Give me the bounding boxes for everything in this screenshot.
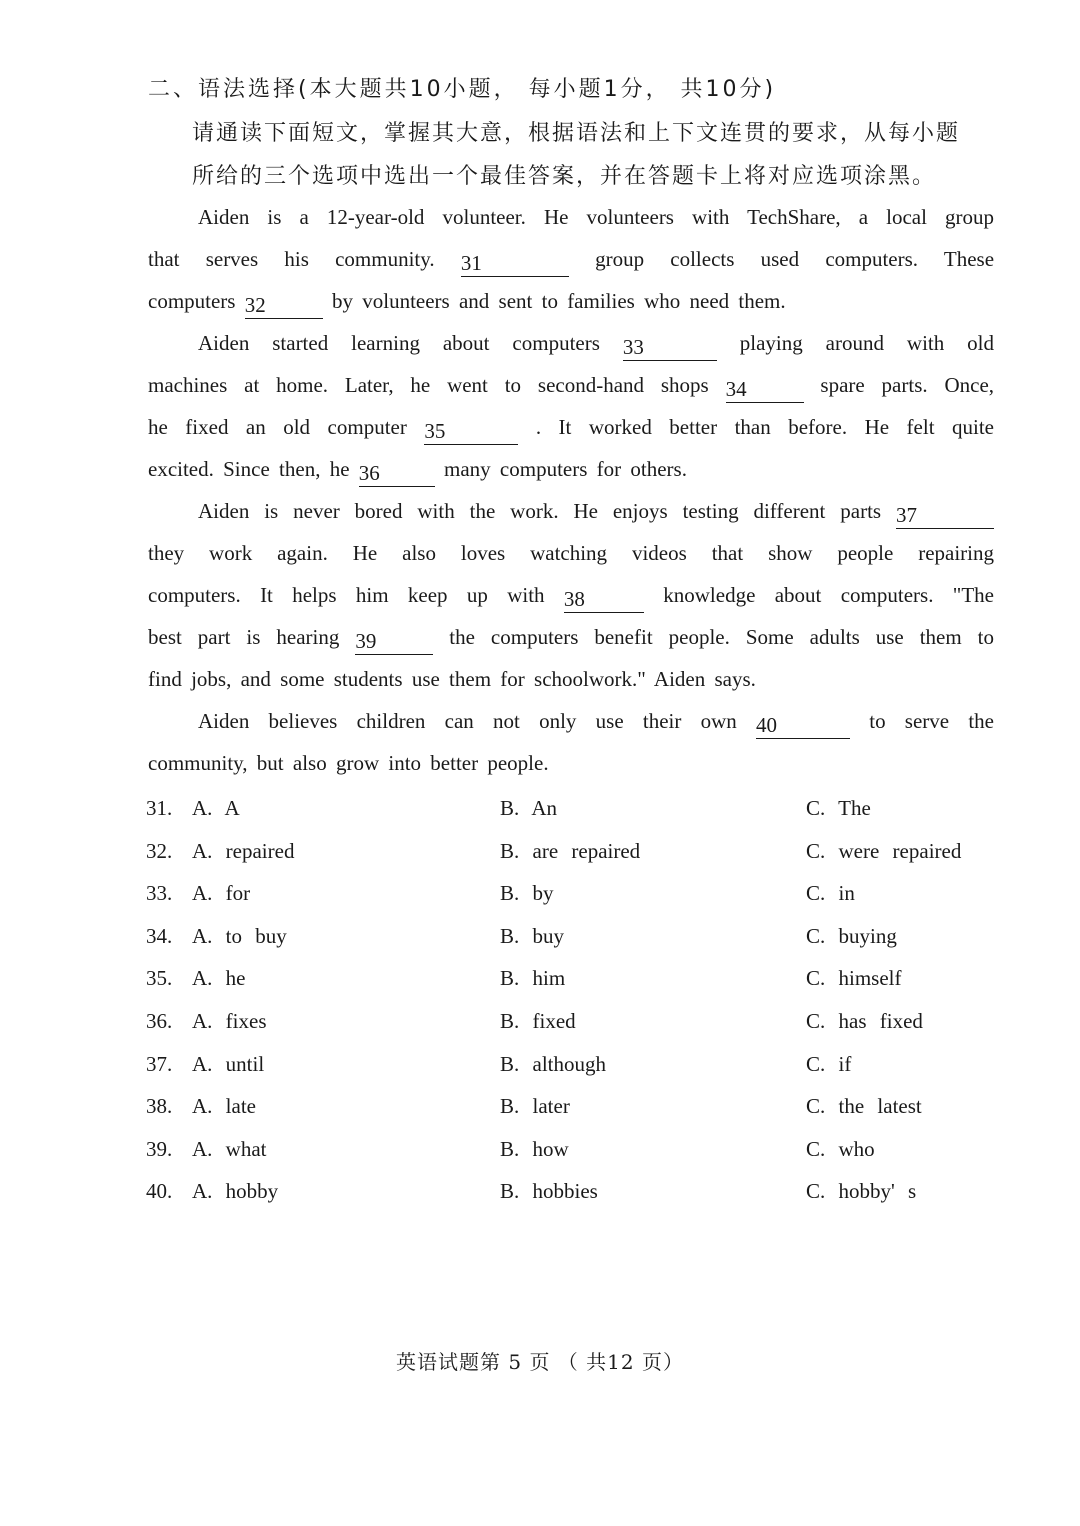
option-b[interactable]: B. by [500, 881, 554, 906]
option-c[interactable]: C. who [806, 1136, 875, 1161]
question-number: 32. [146, 838, 173, 863]
passage-text: playing around with old [739, 331, 994, 355]
option-b[interactable]: B. how [500, 1136, 569, 1161]
answer-blank[interactable]: 32 [245, 292, 323, 319]
option-c[interactable]: C. if [806, 1051, 852, 1076]
question-row [146, 1129, 1006, 1172]
passage-line [148, 616, 994, 658]
option-a[interactable]: A. he [192, 966, 246, 991]
question-number: 37. [146, 1051, 173, 1076]
question-number: 33. [146, 881, 173, 906]
option-a[interactable]: A. repaired [192, 838, 295, 863]
option-c[interactable]: C. himself [806, 966, 902, 991]
option-a[interactable]: A. fixes [192, 1008, 267, 1033]
passage-text: excited. Since then, he [148, 457, 350, 481]
answer-blank[interactable]: 36 [359, 460, 435, 487]
passage-text: Aiden is a 12-year-old volunteer. He volunteers with TechShare, a local group [198, 205, 994, 229]
option-b[interactable]: B. later [500, 1094, 570, 1119]
question-row [146, 831, 1006, 874]
question-row [146, 1001, 1006, 1044]
question-row [146, 1171, 1006, 1214]
answer-blank[interactable]: 38 [564, 586, 644, 613]
option-b[interactable]: B. buy [500, 923, 565, 948]
page-footer: 英语试题第 5 页 （ 共12 页） [396, 1350, 684, 1374]
option-b[interactable]: B. hobbies [500, 1179, 598, 1204]
passage-text: machines at home. Later, he went to second-hand shops [148, 373, 709, 397]
question-number: 35. [146, 966, 173, 991]
passage-text: that serves his community. [148, 247, 435, 271]
option-b[interactable]: B. are repaired [500, 838, 641, 863]
option-a[interactable]: A. to buy [192, 923, 287, 948]
instructions [192, 112, 1012, 198]
passage-line [148, 322, 994, 364]
answer-blank[interactable]: 40 [756, 712, 850, 739]
question-row [146, 958, 1006, 1001]
passage-text: Aiden believes children can not only use their own [198, 709, 737, 733]
options-list [146, 788, 1006, 1214]
option-c[interactable]: C. has fixed [806, 1008, 923, 1033]
question-number: 39. [146, 1136, 173, 1161]
passage-text: they work again. He also loves watching videos that show people repairing [148, 541, 994, 565]
option-a[interactable]: A. until [192, 1051, 265, 1076]
passage-line [148, 238, 994, 280]
passage-text: group collects used computers. These [595, 247, 995, 271]
passage-line [148, 658, 994, 700]
question-number: 36. [146, 1008, 173, 1033]
question-number: 31. [146, 796, 173, 820]
passage-text: many computers for others. [444, 457, 687, 481]
answer-blank[interactable]: 39 [355, 628, 433, 655]
passage-text: . It worked better than before. He felt quite [535, 415, 994, 439]
passage-text: the computers benefit people. Some adults use them to [449, 625, 995, 649]
option-a[interactable]: A. hobby [192, 1179, 279, 1204]
instruction-line: 所给的三个选项中选出一个最佳答案，并在答题卡上将对应选项涂黑。 [192, 164, 937, 189]
option-b[interactable]: B. although [500, 1051, 606, 1076]
option-a[interactable]: A. late [192, 1094, 256, 1119]
question-row [146, 1086, 1006, 1129]
option-c[interactable]: C. The [806, 796, 871, 820]
passage-line [148, 742, 994, 784]
passage-text: find jobs, and some students use them for schoolwork." Aiden says. [148, 667, 756, 691]
passage [148, 196, 994, 784]
question-row [146, 788, 1006, 831]
question-number: 38. [146, 1094, 173, 1119]
question-row [146, 1044, 1006, 1087]
passage-line [148, 532, 994, 574]
passage-line [148, 490, 994, 532]
option-b[interactable]: B. him [500, 966, 566, 991]
passage-line [148, 448, 994, 490]
passage-line [148, 406, 994, 448]
option-a[interactable]: A. for [192, 881, 251, 906]
passage-text: by volunteers and sent to families who need them. [331, 289, 786, 313]
passage-line [148, 574, 994, 616]
passage-line [148, 196, 994, 238]
passage-text: knowledge about computers. "The [663, 583, 995, 607]
option-c[interactable]: C. in [806, 881, 855, 906]
option-a[interactable]: A. A [192, 796, 240, 820]
answer-blank[interactable]: 34 [726, 376, 804, 403]
passage-text: computers [148, 289, 236, 313]
option-c[interactable]: C. the latest [806, 1094, 922, 1119]
passage-line [148, 364, 994, 406]
answer-blank[interactable]: 37 [896, 502, 994, 529]
question-number: 34. [146, 923, 173, 948]
option-c[interactable]: C. buying [806, 923, 897, 948]
passage-text: spare parts. Once, [820, 373, 995, 397]
question-number: 40. [146, 1179, 173, 1204]
passage-text: Aiden started learning about computers [198, 331, 600, 355]
option-c[interactable]: C. were repaired [806, 838, 962, 863]
passage-text: computers. It helps him keep up with [148, 583, 545, 607]
passage-line [148, 280, 994, 322]
passage-line [148, 700, 994, 742]
passage-text: Aiden is never bored with the work. He enjoys testing different parts [198, 499, 882, 523]
answer-blank[interactable]: 33 [623, 334, 717, 361]
option-b[interactable]: B. An [500, 796, 558, 820]
option-a[interactable]: A. what [192, 1136, 267, 1161]
passage-text: he fixed an old computer [148, 415, 407, 439]
answer-blank[interactable]: 35 [424, 418, 518, 445]
passage-text: to serve the [869, 709, 994, 733]
passage-text: best part is hearing [148, 625, 340, 649]
option-b[interactable]: B. fixed [500, 1008, 576, 1033]
question-row [146, 916, 1006, 959]
passage-text: community, but also grow into better people. [148, 751, 549, 775]
option-c[interactable]: C. hobby' s [806, 1179, 917, 1204]
instruction-line: 请通读下面短文，掌握其大意，根据语法和上下文连贯的要求，从每小题 [192, 121, 961, 146]
question-row [146, 873, 1006, 916]
answer-blank[interactable]: 31 [461, 250, 569, 277]
section-title: 二、语法选择(本大题共10小题， 每小题1分， 共10分) [148, 77, 777, 102]
